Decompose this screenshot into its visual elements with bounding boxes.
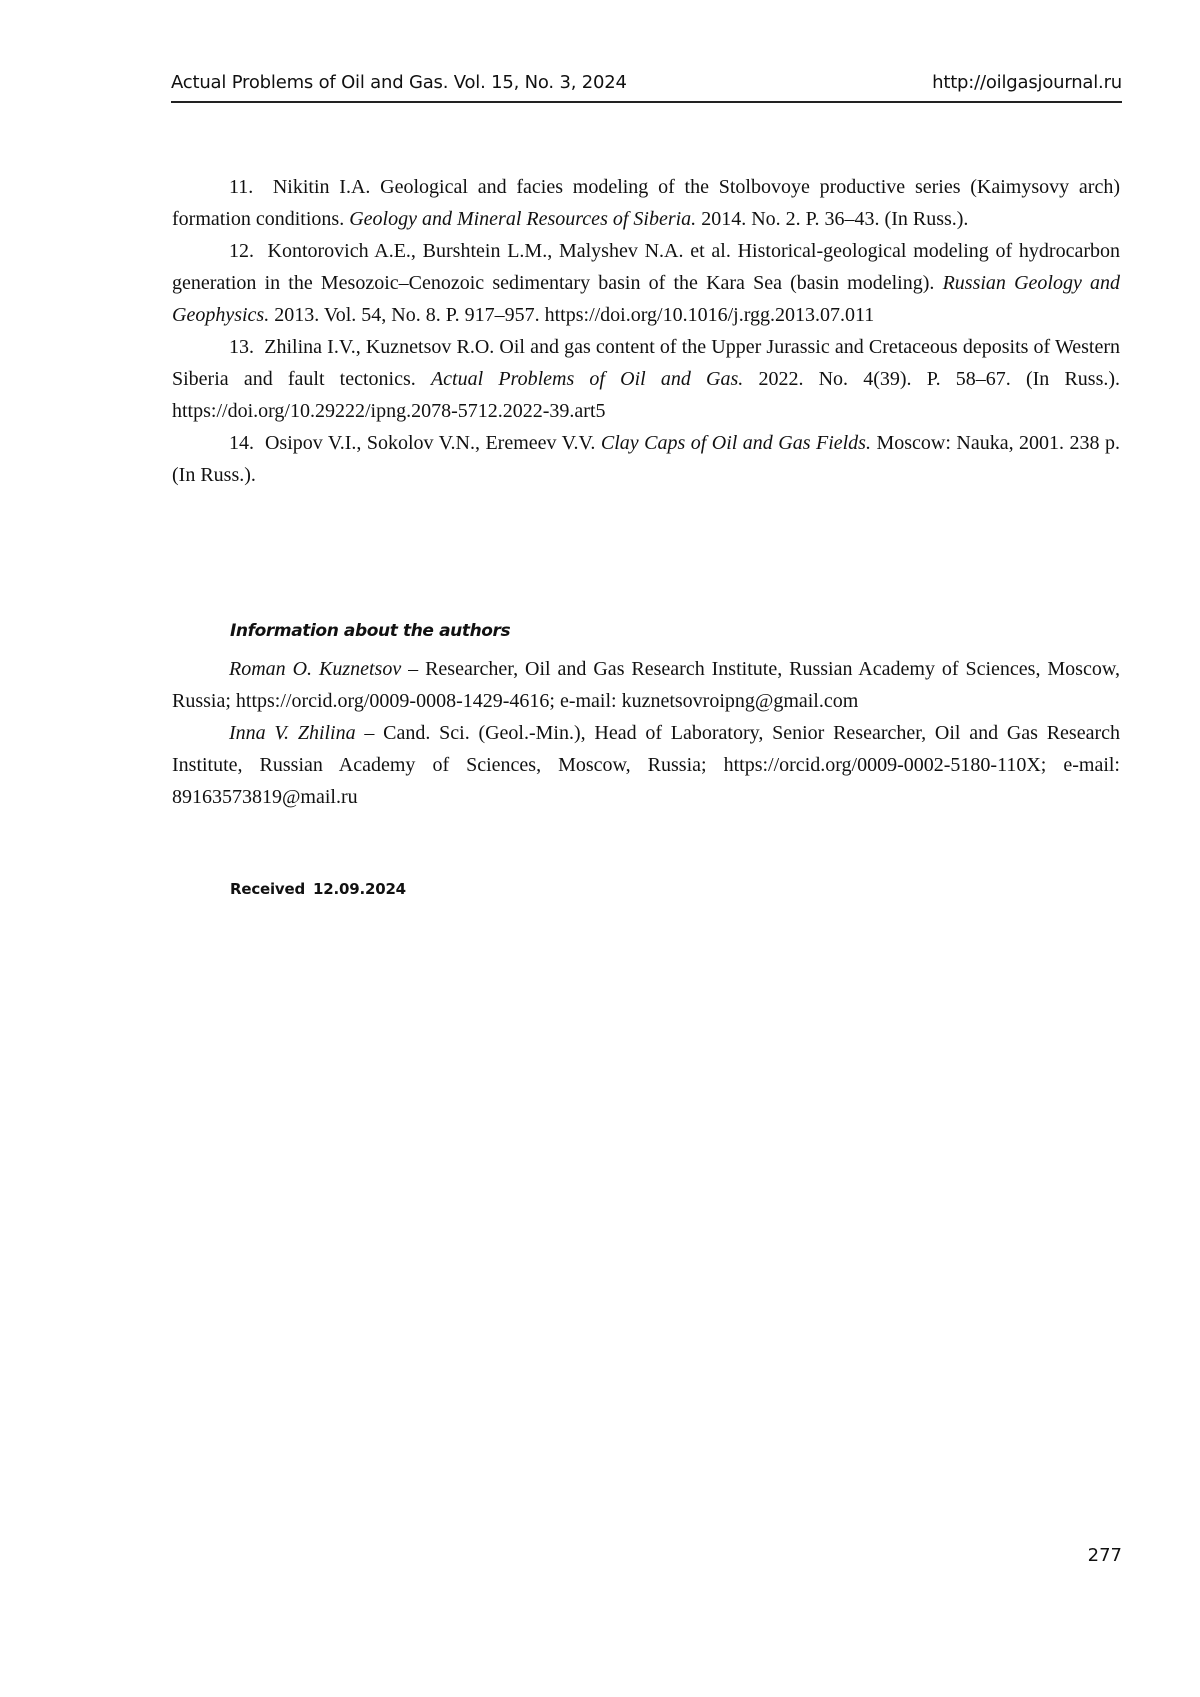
page-number: 277 [1087, 1545, 1122, 1566]
reference-details: 2022. No. 4(39). P. 58–67. (In Russ.). https://doi.org/10.29222/ipng.2078-5712.2022-39.art5 [172, 368, 1121, 422]
reference-number: 11. [229, 176, 254, 198]
reference-text: Nikitin I.A. Geological and facies modeling of the Stolbovoye productive series (Kaimysovy arch) formation conditions. [172, 176, 1120, 230]
received-date: 12.09.2024 [313, 880, 406, 898]
journal-citation: Actual Problems of Oil and Gas. Vol. 15, No. 3, 2024 [171, 72, 627, 93]
reference-list [172, 171, 1120, 491]
reference-details: 2014. No. 2. P. 36–43. (In Russ.). [701, 208, 969, 230]
received-line [230, 880, 406, 898]
reference-item-11 [172, 171, 1120, 235]
reference-details: Moscow: Nauka, 2001. 238 p. (In Russ.). [172, 432, 1121, 486]
reference-source: Russian Geology and Geophysics. [172, 272, 1120, 326]
authors-info [172, 653, 1120, 813]
authors-heading: Information about the authors [230, 621, 511, 641]
running-header [171, 72, 1122, 93]
reference-item-12 [172, 235, 1120, 331]
author-details: – Cand. Sci. (Geol.-Min.), Head of Laboratory, Senior Researcher, Oil and Gas Research Institute, Russian Academy of Sciences, Moscow, Russia; https://orcid.org/0009-0002-5180-110X; e-mail: 89163573819@mail.ru [172, 722, 1121, 808]
reference-source: Clay Caps of Oil and Gas Fields. [600, 432, 871, 454]
reference-number: 14. [229, 432, 254, 454]
reference-text: Zhilina I.V., Kuznetsov R.O. Oil and gas content of the Upper Jurassic and Cretaceous deposits of Western Siberia and fault tectonics. [172, 336, 1121, 390]
author-name: Inna V. Zhilina [229, 722, 356, 744]
author-details: – Researcher, Oil and Gas Research Institute, Russian Academy of Sciences, Moscow, Russia; https://orcid.org/0009-0008-1429-4616; e-mail: kuznetsovroipng@gmail.com [172, 658, 1120, 712]
reference-item-13 [172, 331, 1120, 427]
reference-item-14 [172, 427, 1120, 491]
author-name: Roman O. Kuznetsov [229, 658, 402, 680]
reference-source: Geology and Mineral Resources of Siberia. [349, 208, 697, 230]
author-entry [172, 653, 1120, 717]
journal-url[interactable]: http://oilgasjournal.ru [932, 72, 1122, 93]
reference-number: 13. [229, 336, 254, 358]
author-entry [172, 717, 1120, 813]
reference-text: Osipov V.I., Sokolov V.N., Eremeev V.V. [264, 432, 596, 454]
reference-number: 12. [229, 240, 254, 262]
received-label: Received [230, 880, 306, 898]
reference-text: Kontorovich A.E., Burshtein L.M., Malyshev N.A. et al. Historical-geological modeling of hydrocarbon generation in the Mesozoic–Cenozoic sedimentary basin of the Kara Sea (basin modeling). [172, 240, 1120, 294]
header-divider [171, 101, 1122, 103]
reference-details: 2013. Vol. 54, No. 8. P. 917–957. https://doi.org/10.1016/j.rgg.2013.07.011 [274, 304, 875, 326]
reference-source: Actual Problems of Oil and Gas. [430, 368, 744, 390]
